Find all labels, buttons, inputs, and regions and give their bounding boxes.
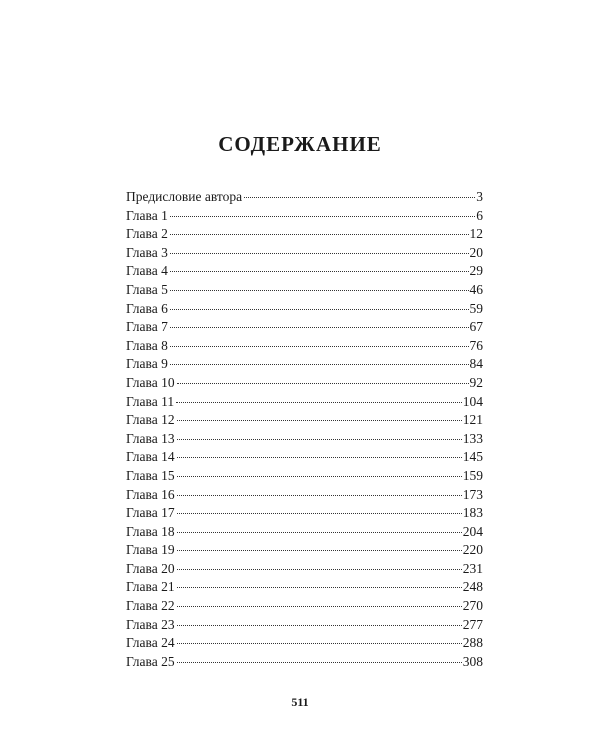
toc-entry-label: Глава 5 [126,281,168,297]
dot-leader [177,625,462,626]
toc-entry [126,207,483,226]
toc-entry-label: Глава 15 [126,467,175,483]
toc-entry [126,300,483,319]
toc-entry-page: 84 [469,356,483,372]
dot-leader [170,271,469,272]
toc-entry [126,578,483,597]
dot-leader [177,383,469,384]
toc-entry-label: Глава 1 [126,207,168,223]
toc-entry-label: Глава 19 [126,542,175,558]
dot-leader [177,587,462,588]
toc-entry-page: 3 [476,189,483,204]
toc-entry [126,653,483,672]
toc-entry-page: 76 [469,337,483,353]
toc-entry-page: 277 [462,616,483,632]
dot-leader [244,197,475,198]
toc-entry-page: 92 [469,374,483,390]
toc-entry-page: 145 [462,449,483,465]
dot-leader [177,476,462,477]
toc-entry-label: Глава 8 [126,337,168,353]
toc-entry [126,486,483,505]
toc-entry [126,430,483,449]
toc-entry-page: 121 [462,412,483,428]
dot-leader [170,234,469,235]
toc-entry-page: 270 [462,598,483,614]
toc-entry-label: Глава 13 [126,430,175,446]
toc-entry [126,188,483,207]
toc-entry-label: Глава 16 [126,486,175,502]
dot-leader [170,309,469,310]
toc-entry [126,541,483,560]
toc-entry-page: 231 [462,560,483,576]
toc-entry-label: Глава 7 [126,319,168,335]
toc-entry-label: Глава 10 [126,374,175,390]
toc-entry-page: 288 [462,635,483,651]
toc-entry-page: 59 [469,300,483,316]
dot-leader [177,606,462,607]
dot-leader [177,495,462,496]
toc-entry-label: Глава 22 [126,598,175,614]
toc-entry [126,393,483,412]
dot-leader [177,550,462,551]
dot-leader [176,402,462,403]
toc-entry-page: 12 [469,226,483,242]
toc-entry-page: 308 [462,653,483,669]
toc-entry [126,504,483,523]
toc-entry [126,634,483,653]
dot-leader [177,569,462,570]
page-number: 511 [291,695,309,709]
toc-entry-label: Глава 11 [126,393,175,409]
toc-entry [126,281,483,300]
dot-leader [170,327,469,328]
toc-entry-page: 220 [462,542,483,558]
dot-leader [177,439,462,440]
toc-entry-label: Глава 21 [126,579,175,595]
dot-leader [170,364,469,365]
toc-entry-label: Глава 17 [126,505,175,521]
toc-entry-label: Глава 24 [126,635,175,651]
toc-entry [126,318,483,337]
toc-entry-label: Глава 14 [126,449,175,465]
toc-entry-page: 248 [462,579,483,595]
dot-leader [177,643,462,644]
toc-entry-page: 183 [462,505,483,521]
toc-entry-label: Глава 18 [126,523,175,539]
toc-entry-page: 6 [476,207,483,223]
toc-entry-page: 133 [462,430,483,446]
dot-leader [177,532,462,533]
toc-entry [126,523,483,542]
table-of-contents [126,188,483,671]
toc-entry-page: 159 [462,467,483,483]
toc-entry [126,262,483,281]
toc-entry [126,616,483,635]
page-title: СОДЕРЖАНИЕ [218,132,382,156]
toc-entry-label: Глава 12 [126,412,175,428]
toc-entry-page: 204 [462,523,483,539]
dot-leader [170,253,469,254]
toc-entry-label: Глава 6 [126,300,168,316]
toc-entry [126,411,483,430]
dot-leader [177,662,462,663]
dot-leader [170,346,469,347]
toc-entry [126,244,483,263]
toc-entry [126,467,483,486]
toc-entry [126,355,483,374]
toc-entry-label: Глава 9 [126,356,168,372]
toc-entry-label: Предисловие автора [126,189,243,204]
dot-leader [177,457,462,458]
toc-entry-page: 173 [462,486,483,502]
toc-entry-label: Глава 23 [126,616,175,632]
toc-entry-label: Глава 3 [126,244,168,260]
dot-leader [177,420,462,421]
toc-entry-label: Глава 20 [126,560,175,576]
toc-entry-label: Глава 2 [126,226,168,242]
toc-entry-label: Глава 4 [126,263,168,279]
toc-entry [126,448,483,467]
toc-entry-page: 104 [462,393,483,409]
toc-entry-label: Глава 25 [126,653,175,669]
toc-entry [126,225,483,244]
toc-entry-page: 67 [469,319,483,335]
dot-leader [170,290,469,291]
dot-leader [177,513,462,514]
toc-entry [126,337,483,356]
toc-entry-page: 46 [469,281,483,297]
toc-entry [126,374,483,393]
dot-leader [170,216,475,217]
toc-entry [126,560,483,579]
toc-entry [126,597,483,616]
toc-entry-page: 20 [469,244,483,260]
toc-entry-page: 29 [469,263,483,279]
